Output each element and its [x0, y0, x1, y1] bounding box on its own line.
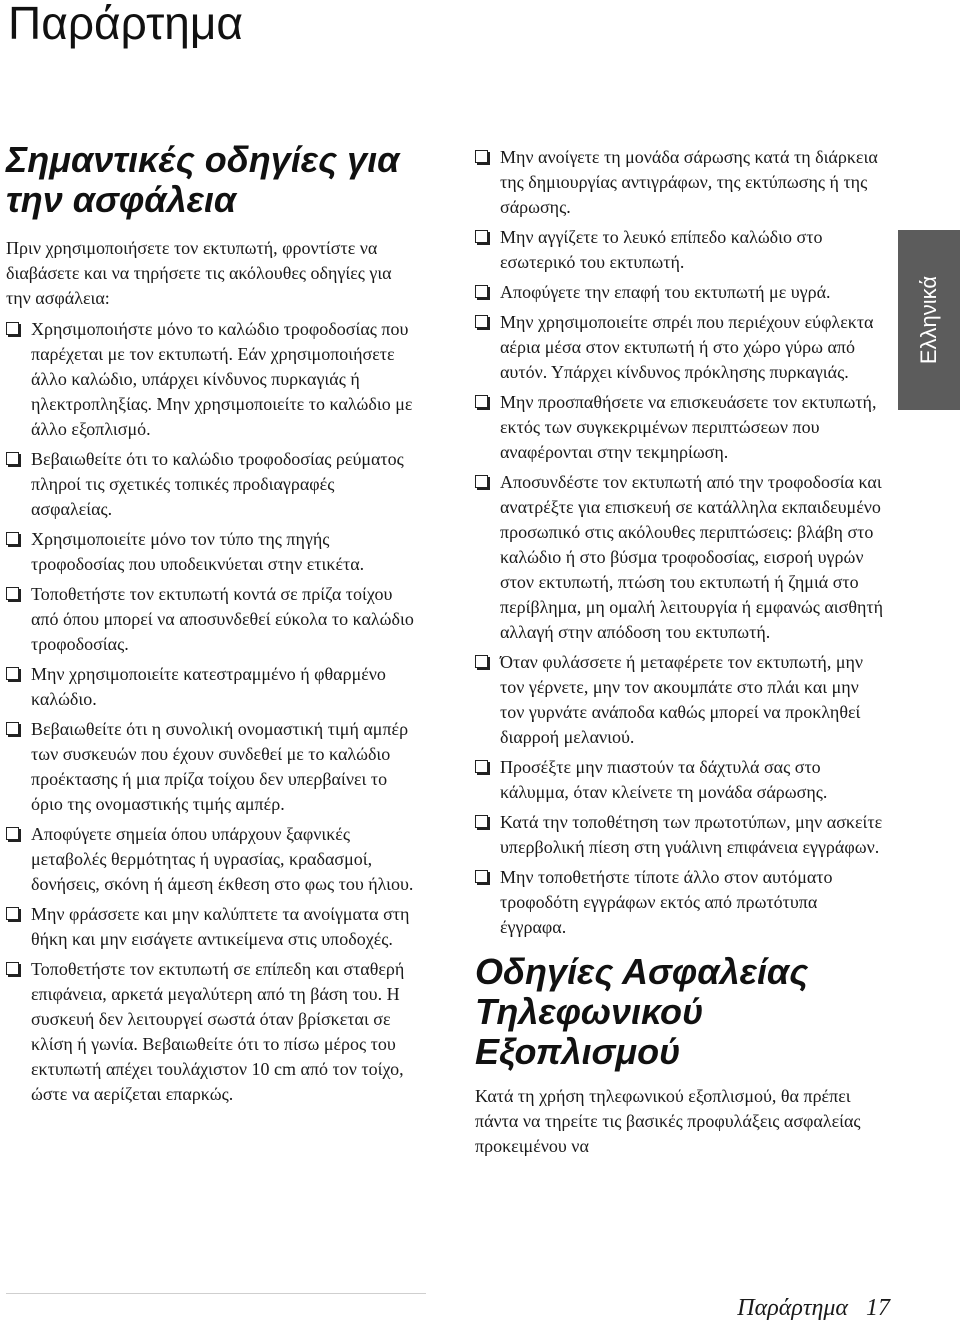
checkbox-bullet-icon	[475, 815, 488, 828]
list-item-text: Χρησιμοποιείτε μόνο τον τύπο της πηγής τροφοδοσίας που υποδεικνύεται στην ετικέτα.	[31, 529, 365, 574]
checkbox-bullet-icon	[6, 962, 19, 975]
list-item-text: Μην χρησιμοποιείτε κατεστραμμένο ή φθαρμένο καλώδιο.	[31, 664, 386, 709]
safety-intro: Πριν χρησιμοποιήσετε τον εκτυπωτή, φροντίστε να διαβάσετε και να τηρήσετε τις ακόλουθες οδηγίες για την ασφάλεια:	[6, 238, 392, 308]
list-item-text: Κατά την τοποθέτηση των πρωτοτύπων, μην ασκείτε υπερβολική πίεση στη γυάλινη επιφάνεια εγγράφων.	[500, 812, 883, 857]
list-item-text: Βεβαιωθείτε ότι η συνολική ονομαστική τιμή αμπέρ των συσκευών που έχουν συνδεθεί με το καλώδιο προέκτασης ή μια πρίζα τοίχου δεν υπερβαίνει το όριο της ονομαστικής τιμής αμπέρ.	[31, 719, 409, 814]
list-item	[6, 957, 416, 1107]
list-item-text: Όταν φυλάσσετε ή μεταφέρετε τον εκτυπωτή, μην τον γέρνετε, μην τον ακουμπάτε στο πλάι και μην τον γυρνάτε ανάποδα καθώς μπορεί να προκληθεί διαρροή μελανιού.	[500, 652, 864, 747]
list-item-text: Αποφύγετε σημεία όπου υπάρχουν ξαφνικές μεταβολές θερμότητας ή υγρασίας, κραδασμοί, δονήσεις, σκόνη ή άμεση έκθεση στο φως του ήλιου.	[31, 824, 414, 894]
telephone-safety-paragraph: Κατά τη χρήση τηλεφωνικού εξοπλισμού, θα πρέπει πάντα να τηρείτε τις βασικές προφυλάξεις ασφαλείας προκειμένου να	[475, 1086, 861, 1156]
list-item	[475, 650, 885, 750]
checkbox-bullet-icon	[6, 907, 19, 920]
list-item	[475, 810, 885, 860]
checkbox-bullet-icon	[475, 230, 488, 243]
list-item	[6, 447, 416, 522]
list-item	[475, 470, 885, 645]
checkbox-bullet-icon	[6, 587, 19, 600]
language-tab-label: Ελληνικά	[916, 275, 941, 365]
right-bullet-list	[475, 145, 885, 940]
list-item	[6, 717, 416, 817]
page-footer	[0, 1293, 960, 1323]
list-item-text: Βεβαιωθείτε ότι το καλώδιο τροφοδοσίας ρεύματος πληροί τις σχετικές τοπικές προδιαγραφές ασφαλείας.	[31, 449, 404, 519]
list-item	[6, 902, 416, 952]
page-title: Παράρτημα	[8, 0, 243, 49]
checkbox-bullet-icon	[6, 667, 19, 680]
list-item-text: Μην τοποθετήστε τίποτε άλλο στον αυτόματο τροφοδότη εγγράφων εκτός από πρωτότυπα έγγραφα.	[500, 867, 833, 937]
list-item	[6, 582, 416, 657]
checkbox-bullet-icon	[475, 475, 488, 488]
left-bullet-list	[6, 317, 416, 1107]
list-item	[475, 310, 885, 385]
list-item-text: Τοποθετήστε τον εκτυπωτή κοντά σε πρίζα τοίχου από όπου μπορεί να αποσυνδεθεί εύκολα το καλώδιο τροφοδοσίας.	[31, 584, 414, 654]
checkbox-bullet-icon	[475, 870, 488, 883]
list-item-text: Μην αγγίζετε το λευκό επίπεδο καλώδιο στο εσωτερικό του εκτυπωτή.	[500, 227, 823, 272]
list-item-text: Μην ανοίγετε τη μονάδα σάρωσης κατά τη διάρκεια της δημιουργίας αντιγράφων, της εκτύπωσης ή της σάρωσης.	[500, 147, 878, 217]
list-item	[475, 145, 885, 220]
list-item-text: Μην προσπαθήσετε να επισκευάσετε τον εκτυπωτή, εκτός των συγκεκριμένων περιπτώσεων που αναφέρονται στην τεκμηρίωση.	[500, 392, 877, 462]
safety-instructions-title: Σημαντικές οδηγίες για την ασφάλεια	[6, 139, 400, 220]
list-item-text: Χρησιμοποιήστε μόνο το καλώδιο τροφοδοσίας που παρέχεται με τον εκτυπωτή. Εάν χρησιμοποιήσετε άλλο καλώδιο, υπάρχει κίνδυνος πυρκαγιάς ή ηλεκτροπληξίας. Μην χρησιμοποιείτε το καλώδιο με άλλο εξοπλισμό.	[31, 319, 413, 439]
checkbox-bullet-icon	[475, 285, 488, 298]
list-item-text: Τοποθετήστε τον εκτυπωτή σε επίπεδη και σταθερή επιφάνεια, αρκετά μεγαλύτερη από τη βάση του. Η συσκευή δεν λειτουργεί σωστά όταν βρίσκεται σε κλίση ή γωνία. Βεβαιωθείτε ότι το πίσω μέρος του εκτυπωτή απέχει τουλάχιστον 10 cm από τον τοίχο, ώστε να αερίζεται επαρκώς.	[31, 959, 405, 1104]
checkbox-bullet-icon	[475, 395, 488, 408]
right-column	[475, 145, 885, 1177]
list-item	[475, 280, 885, 305]
list-item-text: Μην χρησιμοποιείτε σπρέι που περιέχουν εύφλεκτα αέρια μέσα στον εκτυπωτή ή στο χώρο γύρω από αυτόν. Υπάρχει κίνδυνος πρόκλησης πυρκαγιάς.	[500, 312, 874, 382]
list-item	[6, 317, 416, 442]
checkbox-bullet-icon	[6, 452, 19, 465]
list-item-text: Αποφύγετε την επαφή του εκτυπωτή με υγρά.	[500, 282, 831, 302]
list-item	[475, 865, 885, 940]
checkbox-bullet-icon	[475, 315, 488, 328]
list-item	[475, 390, 885, 465]
checkbox-bullet-icon	[475, 760, 488, 773]
checkbox-bullet-icon	[475, 655, 488, 668]
list-item	[475, 225, 885, 275]
list-item	[475, 755, 885, 805]
list-item	[6, 527, 416, 577]
footer-title: Παράρτημα	[737, 1295, 848, 1321]
list-item	[6, 662, 416, 712]
checkbox-bullet-icon	[6, 827, 19, 840]
language-tab	[898, 230, 960, 410]
footer-divider	[6, 1293, 426, 1294]
checkbox-bullet-icon	[6, 722, 19, 735]
page-number: 17	[866, 1295, 890, 1321]
list-item-text: Προσέξτε μην πιαστούν τα δάχτυλά σας στο κάλυμμα, όταν κλείνετε τη μονάδα σάρωσης.	[500, 757, 828, 802]
checkbox-bullet-icon	[475, 150, 488, 163]
checkbox-bullet-icon	[6, 322, 19, 335]
list-item-text: Μην φράσσετε και μην καλύπτετε τα ανοίγματα στη θήκη και μην εισάγετε αντικείμενα στις υποδοχές.	[31, 904, 410, 949]
list-item	[6, 822, 416, 897]
telephone-safety-title: Οδηγίες Ασφαλείας Τηλεφωνικού Εξοπλισμού	[475, 951, 809, 1072]
list-item-text: Αποσυνδέστε τον εκτυπωτή από την τροφοδοσία και ανατρέξτε για επισκευή σε κατάλληλα εκπαιδευμένο προσωπικό στις ακόλουθες περιπτώσεις: βλάβη στο καλώδιο ή στο βύσμα τροφοδοσίας, εισροή υγρών στον εκτυπωτή, πτώση του εκτυπωτή ή ζημιά στο περίβλημα, μη ομαλή λειτουργία ή εμφανώς αισθητή αλλαγή στην απόδοση του εκτυπωτή.	[500, 472, 884, 642]
checkbox-bullet-icon	[6, 532, 19, 545]
left-column	[6, 140, 416, 1112]
